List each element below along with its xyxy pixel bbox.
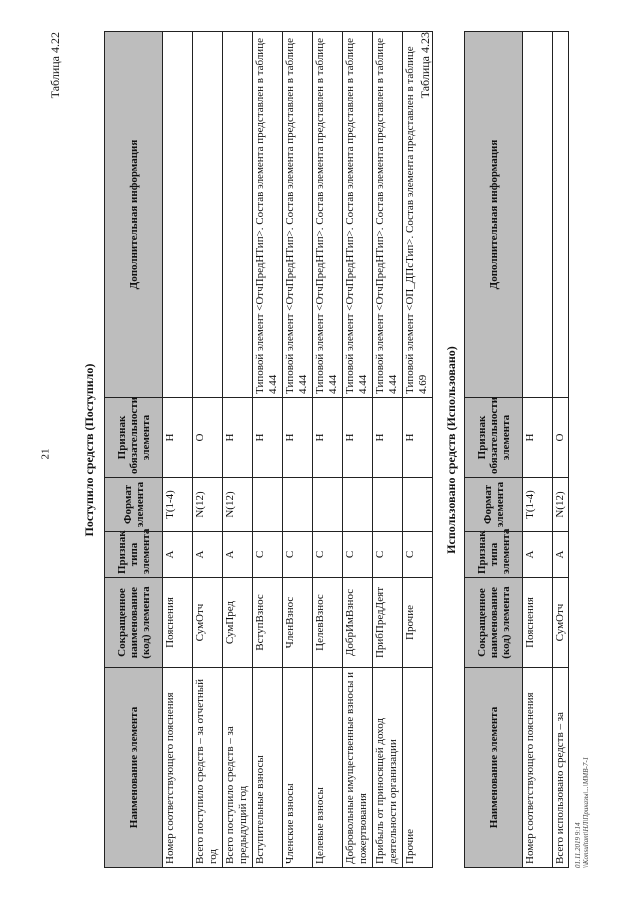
- cell-info: Типовой элемент <ОтчПредНТип>. Состав элемента представлен в таблице 4.44: [373, 32, 403, 398]
- table-row: [283, 32, 313, 868]
- cell-info: [163, 32, 193, 398]
- cell-required: Н: [223, 398, 253, 478]
- cell-code: Пояснения: [523, 578, 553, 668]
- cell-info: [523, 32, 553, 398]
- cell-info: Типовой элемент <ОП_ДПсТип>. Состав элемента представлен в таблице 4.69: [403, 32, 433, 398]
- cell-type: С: [343, 532, 373, 578]
- table-title: Использовано средств (Использовано): [444, 346, 458, 554]
- table-row: [163, 32, 193, 868]
- cell-code: ПрибПредДеят: [373, 578, 403, 668]
- header-cell: Наименование элемента: [465, 668, 523, 868]
- cell-type: А: [553, 532, 569, 578]
- cell-required: Н: [343, 398, 373, 478]
- cell-element-name: Целевые взносы: [313, 668, 343, 868]
- cell-code: ДобрИмВзнос: [343, 578, 373, 668]
- cell-element-name: Всего поступило средств – за предыдущий год: [223, 668, 253, 868]
- cell-type: С: [253, 532, 283, 578]
- table-row: [313, 32, 343, 868]
- header-cell: Признак типа элемента: [105, 532, 163, 578]
- header-cell: Формат элемента: [105, 478, 163, 532]
- cell-type: А: [223, 532, 253, 578]
- cell-format: N(12): [193, 478, 223, 532]
- header-cell: Признак обязательности элемента: [465, 398, 523, 478]
- cell-info: Типовой элемент <ОтчПредНТип>. Состав элемента представлен в таблице 4.44: [313, 32, 343, 398]
- cell-code: Пояснения: [163, 578, 193, 668]
- header-cell: Признак типа элемента: [465, 532, 523, 578]
- cell-required: Н: [283, 398, 313, 478]
- cell-required: Н: [163, 398, 193, 478]
- page-number: 21: [39, 448, 52, 460]
- cell-format: [403, 478, 433, 532]
- expense-table: [464, 31, 569, 868]
- cell-required: Н: [523, 398, 553, 478]
- footer-timestamp: 01.11.2019 9:14: [574, 822, 582, 868]
- cell-code: ВступВзнос: [253, 578, 283, 668]
- cell-required: Н: [313, 398, 343, 478]
- cell-code: СумОтч: [193, 578, 223, 668]
- table-row: [523, 32, 553, 868]
- table-row: [223, 32, 253, 868]
- cell-element-name: Добровольные имущественные взносы и пожертвования: [343, 668, 373, 868]
- cell-format: N(12): [553, 478, 569, 532]
- header-cell: Сокращенное наименование (код) элемента: [465, 578, 523, 668]
- cell-format: T(1-4): [163, 478, 193, 532]
- cell-info: [553, 32, 569, 398]
- cell-format: [253, 478, 283, 532]
- table-row: [193, 32, 223, 868]
- table-row: [253, 32, 283, 868]
- cell-type: С: [283, 532, 313, 578]
- cell-element-name: Всего поступило средств – за отчетный год: [193, 668, 223, 868]
- footer-path: \\Konsultant\НЛ\Приказы\...\ММВ-7-1: [582, 756, 590, 868]
- cell-code: СумПред: [223, 578, 253, 668]
- cell-required: Н: [373, 398, 403, 478]
- cell-code: Прочие: [403, 578, 433, 668]
- cell-info: Типовой элемент <ОтчПредНТип>. Состав элемента представлен в таблице 4.44: [283, 32, 313, 398]
- cell-element-name: Всего использовано средств – за: [553, 668, 569, 868]
- header-cell: Формат элемента: [465, 478, 523, 532]
- table-title: Поступило средств (Поступило): [82, 363, 96, 537]
- table-row: [553, 32, 569, 868]
- header-cell: Дополнительная информация: [105, 32, 163, 398]
- cell-required: Н: [253, 398, 283, 478]
- header-cell: Наименование элемента: [105, 668, 163, 868]
- cell-info: Типовой элемент <ОтчПредНТип>. Состав элемента представлен в таблице 4.44: [343, 32, 373, 398]
- table-header-row: [105, 32, 163, 868]
- header-cell: Признак обязательности элемента: [105, 398, 163, 478]
- header-cell: Дополнительная информация: [465, 32, 523, 398]
- table-header-row: [465, 32, 523, 868]
- cell-element-name: Номер соответствующего пояснения: [523, 668, 553, 868]
- cell-required: О: [193, 398, 223, 478]
- cell-element-name: Номер соответствующего пояснения: [163, 668, 193, 868]
- cell-element-name: Вступительные взносы: [253, 668, 283, 868]
- cell-code: ЧленВзнос: [283, 578, 313, 668]
- cell-type: А: [163, 532, 193, 578]
- cell-format: T(1-4): [523, 478, 553, 532]
- cell-required: О: [553, 398, 569, 478]
- cell-type: С: [373, 532, 403, 578]
- cell-element-name: Прибыль от приносящей доход деятельности организации: [373, 668, 403, 868]
- rotated-document-body: [46, 28, 606, 868]
- cell-type: А: [193, 532, 223, 578]
- cell-info: [223, 32, 253, 398]
- table-row: [403, 32, 433, 868]
- table-caption: Таблица 4.23: [418, 32, 432, 99]
- cell-type: С: [403, 532, 433, 578]
- cell-format: N(12): [223, 478, 253, 532]
- table-row: [343, 32, 373, 868]
- cell-type: С: [313, 532, 343, 578]
- cell-format: [283, 478, 313, 532]
- cell-format: [343, 478, 373, 532]
- cell-element-name: Прочие: [403, 668, 433, 868]
- table-caption: Таблица 4.22: [48, 32, 62, 99]
- cell-format: [373, 478, 403, 532]
- table-row: [373, 32, 403, 868]
- cell-format: [313, 478, 343, 532]
- cell-element-name: Членские взносы: [283, 668, 313, 868]
- cell-info: Типовой элемент <ОтчПредНТип>. Состав элемента представлен в таблице 4.44: [253, 32, 283, 398]
- document-footer: [574, 757, 590, 868]
- cell-code: ЦелевВзнос: [313, 578, 343, 668]
- cell-code: СумОтч: [553, 578, 569, 668]
- cell-required: Н: [403, 398, 433, 478]
- cell-info: [193, 32, 223, 398]
- income-table: [104, 31, 433, 868]
- header-cell: Сокращенное наименование (код) элемента: [105, 578, 163, 668]
- cell-type: А: [523, 532, 553, 578]
